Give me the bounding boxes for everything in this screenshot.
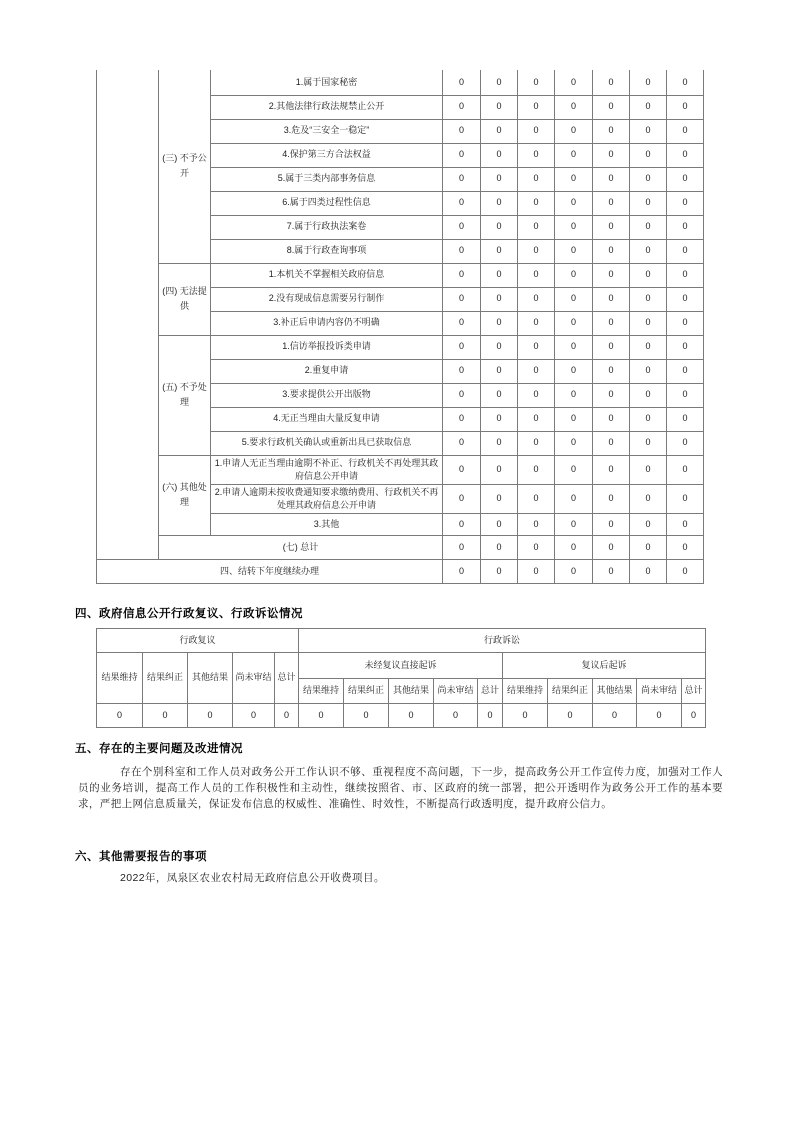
value-cell: 0 <box>518 431 555 455</box>
value-cell: 0 <box>389 704 434 728</box>
value-cell: 0 <box>667 287 704 311</box>
after-review-subheader-cell: 结果维持 <box>503 679 548 704</box>
value-cell: 0 <box>593 70 630 95</box>
value-cell: 0 <box>518 335 555 359</box>
carryover-row <box>97 559 704 583</box>
item-label-cell: 2.其他法律行政法规禁止公开 <box>211 95 443 119</box>
value-cell: 0 <box>555 431 593 455</box>
value-cell: 0 <box>518 263 555 287</box>
item-label-cell: 3.要求提供公开出版物 <box>211 383 443 407</box>
item-label-cell: 5.属于三类内部事务信息 <box>211 167 443 191</box>
value-cell: 0 <box>555 383 593 407</box>
value-cell: 0 <box>518 484 555 513</box>
value-cell: 0 <box>555 287 593 311</box>
value-cell: 0 <box>637 704 682 728</box>
value-cell: 0 <box>518 167 555 191</box>
direct-subheader-cell: 总计 <box>478 679 503 704</box>
item-label-cell: 3.其他 <box>211 513 443 535</box>
value-cell: 0 <box>667 70 704 95</box>
value-cell: 0 <box>275 704 299 728</box>
value-cell: 0 <box>555 455 593 484</box>
value-cell: 0 <box>443 70 481 95</box>
total-row <box>97 535 704 559</box>
parent-section-continued-cell <box>97 70 159 559</box>
value-cell: 0 <box>555 535 593 559</box>
value-cell: 0 <box>518 215 555 239</box>
value-cell: 0 <box>667 143 704 167</box>
value-cell: 0 <box>443 263 481 287</box>
value-cell: 0 <box>555 513 593 535</box>
application-handling-results-table <box>96 70 704 584</box>
value-cell: 0 <box>593 191 630 215</box>
value-cell: 0 <box>555 191 593 215</box>
value-cell: 0 <box>481 95 518 119</box>
item-label-cell: 6.属于四类过程性信息 <box>211 191 443 215</box>
value-cell: 0 <box>593 383 630 407</box>
value-cell: 0 <box>555 119 593 143</box>
value-cell: 0 <box>630 535 667 559</box>
value-cell: 0 <box>667 513 704 535</box>
value-cell: 0 <box>481 431 518 455</box>
value-cell: 0 <box>593 431 630 455</box>
value-cell: 0 <box>443 215 481 239</box>
value-cell: 0 <box>593 559 630 583</box>
value-cell: 0 <box>443 559 481 583</box>
value-cell: 0 <box>593 513 630 535</box>
value-cell: 0 <box>667 455 704 484</box>
value-cell: 0 <box>481 311 518 335</box>
value-cell: 0 <box>630 119 667 143</box>
value-cell: 0 <box>481 559 518 583</box>
value-cell: 0 <box>443 484 481 513</box>
value-cell: 0 <box>555 407 593 431</box>
direct-litigation-header-cell: 未经复议直接起诉 <box>299 653 503 679</box>
item-label-cell: 4.保护第三方合法权益 <box>211 143 443 167</box>
value-cell: 0 <box>667 95 704 119</box>
value-cell: 0 <box>667 535 704 559</box>
value-cell: 0 <box>593 359 630 383</box>
value-cell: 0 <box>481 239 518 263</box>
review-header-cell: 行政复议 <box>97 629 299 653</box>
value-cell: 0 <box>344 704 389 728</box>
application-handling-results-body <box>97 70 704 583</box>
value-cell: 0 <box>443 95 481 119</box>
review-subheader-cell: 总计 <box>275 653 299 704</box>
value-cell: 0 <box>593 215 630 239</box>
value-cell: 0 <box>630 167 667 191</box>
value-cell: 0 <box>667 167 704 191</box>
value-cell: 0 <box>443 311 481 335</box>
value-cell: 0 <box>667 484 704 513</box>
item-label-cell: 4.无正当理由大量反复申请 <box>211 407 443 431</box>
value-cell: 0 <box>443 143 481 167</box>
value-cell: 0 <box>593 311 630 335</box>
value-cell: 0 <box>555 143 593 167</box>
value-cell: 0 <box>503 704 548 728</box>
value-cell: 0 <box>518 143 555 167</box>
value-cell: 0 <box>481 263 518 287</box>
after-review-subheader-cell: 总计 <box>682 679 706 704</box>
value-cell: 0 <box>555 484 593 513</box>
item-label-cell: 7.属于行政执法案卷 <box>211 215 443 239</box>
table-row <box>97 455 704 484</box>
value-cell: 0 <box>555 359 593 383</box>
review-subheader-cell: 其他结果 <box>188 653 233 704</box>
table-row <box>97 70 704 95</box>
value-cell: 0 <box>593 167 630 191</box>
after-review-subheader-cell: 结果纠正 <box>548 679 593 704</box>
value-cell: 0 <box>682 704 706 728</box>
value-cell: 0 <box>630 431 667 455</box>
value-cell: 0 <box>443 455 481 484</box>
section-6-title: 六、其他需要报告的事项 <box>75 851 207 863</box>
item-label-cell: 2.申请人逾期未按收费通知要求缴纳费用、行政机关不再处理其政府信息公开申请 <box>211 484 443 513</box>
category-cell: (四) 无法提供 <box>159 263 211 335</box>
value-cell: 0 <box>555 70 593 95</box>
value-cell: 0 <box>188 704 233 728</box>
value-cell: 0 <box>548 704 593 728</box>
value-cell: 0 <box>518 119 555 143</box>
value-cell: 0 <box>630 559 667 583</box>
value-cell: 0 <box>555 311 593 335</box>
category-cell: (五) 不予处理 <box>159 335 211 455</box>
item-label-cell: 3.危及“三安全一稳定” <box>211 119 443 143</box>
value-cell: 0 <box>478 704 503 728</box>
value-cell: 0 <box>555 215 593 239</box>
value-cell: 0 <box>443 239 481 263</box>
value-cell: 0 <box>481 513 518 535</box>
value-cell: 0 <box>481 383 518 407</box>
value-cell: 0 <box>481 335 518 359</box>
value-cell: 0 <box>667 311 704 335</box>
value-cell: 0 <box>443 407 481 431</box>
value-cell: 0 <box>443 513 481 535</box>
value-cell: 0 <box>434 704 478 728</box>
table-row <box>97 335 704 359</box>
value-cell: 0 <box>630 513 667 535</box>
value-cell: 0 <box>481 359 518 383</box>
direct-subheader-cell: 结果维持 <box>299 679 344 704</box>
value-cell: 0 <box>481 215 518 239</box>
value-cell: 0 <box>667 431 704 455</box>
value-cell: 0 <box>593 335 630 359</box>
value-cell: 0 <box>518 287 555 311</box>
litigation-header-cell: 行政诉讼 <box>299 629 706 653</box>
item-label-cell: 5.要求行政机关确认或重新出具已获取信息 <box>211 431 443 455</box>
direct-subheader-cell: 结果纠正 <box>344 679 389 704</box>
value-cell: 0 <box>630 143 667 167</box>
value-cell: 0 <box>667 359 704 383</box>
value-cell: 0 <box>481 535 518 559</box>
value-cell: 0 <box>518 311 555 335</box>
table-row <box>97 263 704 287</box>
value-cell: 0 <box>518 559 555 583</box>
item-label-cell: 8.属于行政查询事项 <box>211 239 443 263</box>
value-cell: 0 <box>481 167 518 191</box>
value-cell: 0 <box>593 143 630 167</box>
carryover-label-cell: 四、结转下年度继续办理 <box>97 559 443 583</box>
value-cell: 0 <box>481 455 518 484</box>
value-cell: 0 <box>667 215 704 239</box>
review-litigation-table <box>96 628 706 728</box>
value-cell: 0 <box>299 704 344 728</box>
value-cell: 0 <box>667 407 704 431</box>
item-label-cell: 1.申请人无正当理由逾期不补正、行政机关不再处理其政府信息公开申请 <box>211 455 443 484</box>
section-5-title: 五、存在的主要问题及改进情况 <box>75 743 243 755</box>
value-cell: 0 <box>630 70 667 95</box>
value-cell: 0 <box>443 359 481 383</box>
direct-subheader-cell: 其他结果 <box>389 679 434 704</box>
value-cell: 0 <box>518 383 555 407</box>
value-cell: 0 <box>555 167 593 191</box>
value-cell: 0 <box>518 513 555 535</box>
value-cell: 0 <box>667 559 704 583</box>
value-cell: 0 <box>667 263 704 287</box>
item-label-cell: 1.属于国家秘密 <box>211 70 443 95</box>
direct-subheader-cell: 尚未审结 <box>434 679 478 704</box>
value-cell: 0 <box>667 191 704 215</box>
value-cell: 0 <box>630 191 667 215</box>
value-cell: 0 <box>443 287 481 311</box>
value-cell: 0 <box>443 167 481 191</box>
value-cell: 0 <box>630 287 667 311</box>
after-review-subheader-cell: 其他结果 <box>593 679 637 704</box>
value-cell: 0 <box>518 359 555 383</box>
value-cell: 0 <box>143 704 188 728</box>
value-cell: 0 <box>593 287 630 311</box>
table-row <box>97 629 706 653</box>
value-cell: 0 <box>481 119 518 143</box>
value-cell: 0 <box>481 70 518 95</box>
value-cell: 0 <box>630 335 667 359</box>
value-cell: 0 <box>443 383 481 407</box>
value-cell: 0 <box>443 191 481 215</box>
value-cell: 0 <box>555 95 593 119</box>
value-cell: 0 <box>593 455 630 484</box>
values-row <box>97 704 706 728</box>
value-cell: 0 <box>630 239 667 263</box>
value-cell: 0 <box>555 335 593 359</box>
value-cell: 0 <box>593 484 630 513</box>
value-cell: 0 <box>667 239 704 263</box>
total-label-cell: (七) 总计 <box>159 535 443 559</box>
section-4-title: 四、政府信息公开行政复议、行政诉讼情况 <box>75 608 303 620</box>
value-cell: 0 <box>667 119 704 143</box>
value-cell: 0 <box>518 191 555 215</box>
value-cell: 0 <box>630 311 667 335</box>
review-subheader-cell: 尚未审结 <box>233 653 275 704</box>
value-cell: 0 <box>630 455 667 484</box>
item-label-cell: 1.本机关不掌握相关政府信息 <box>211 263 443 287</box>
section-5-paragraph: 存在个别科室和工作人员对政务公开工作认识不够、重视程度不高问题，下一步，提高政务公开工作宣传力度，加强对工作人员的业务培训，提高工作人员的工作积极性和主动性，继续按照省、市、区政府的统一部署，把公开透明作为政务公开工作的基本要求，严把上网信息质量关，保证发布信息的权威性、准确性、时效性，不断提高行政透明度，提升政府公信力。 <box>78 766 723 810</box>
after-review-litigation-header-cell: 复议后起诉 <box>503 653 706 679</box>
value-cell: 0 <box>518 239 555 263</box>
item-label-cell: 2.重复申请 <box>211 359 443 383</box>
value-cell: 0 <box>518 455 555 484</box>
value-cell: 0 <box>518 407 555 431</box>
value-cell: 0 <box>555 263 593 287</box>
value-cell: 0 <box>481 407 518 431</box>
category-cell: (六) 其他处理 <box>159 455 211 535</box>
value-cell: 0 <box>518 95 555 119</box>
value-cell: 0 <box>667 383 704 407</box>
value-cell: 0 <box>593 263 630 287</box>
value-cell: 0 <box>518 535 555 559</box>
category-cell: (三) 不予公开 <box>159 70 211 263</box>
value-cell: 0 <box>481 191 518 215</box>
value-cell: 0 <box>481 484 518 513</box>
value-cell: 0 <box>97 704 143 728</box>
value-cell: 0 <box>481 287 518 311</box>
value-cell: 0 <box>233 704 275 728</box>
review-litigation-body <box>97 629 706 728</box>
value-cell: 0 <box>593 407 630 431</box>
value-cell: 0 <box>443 335 481 359</box>
value-cell: 0 <box>518 70 555 95</box>
value-cell: 0 <box>443 119 481 143</box>
item-label-cell: 3.补正后申请内容仍不明确 <box>211 311 443 335</box>
table-row <box>97 653 706 679</box>
value-cell: 0 <box>630 215 667 239</box>
value-cell: 0 <box>630 359 667 383</box>
value-cell: 0 <box>593 95 630 119</box>
review-subheader-cell: 结果纠正 <box>143 653 188 704</box>
value-cell: 0 <box>593 119 630 143</box>
item-label-cell: 2.没有现成信息需要另行制作 <box>211 287 443 311</box>
section-6-paragraph: 2022年，凤泉区农业农村局无政府信息公开收费项目。 <box>120 872 385 884</box>
value-cell: 0 <box>667 335 704 359</box>
value-cell: 0 <box>593 704 637 728</box>
value-cell: 0 <box>443 431 481 455</box>
value-cell: 0 <box>593 239 630 263</box>
review-subheader-cell: 结果维持 <box>97 653 143 704</box>
item-label-cell: 1.信访举报投诉类申请 <box>211 335 443 359</box>
value-cell: 0 <box>630 383 667 407</box>
value-cell: 0 <box>555 239 593 263</box>
value-cell: 0 <box>630 407 667 431</box>
value-cell: 0 <box>630 95 667 119</box>
value-cell: 0 <box>630 263 667 287</box>
value-cell: 0 <box>481 143 518 167</box>
value-cell: 0 <box>630 484 667 513</box>
value-cell: 0 <box>443 535 481 559</box>
after-review-subheader-cell: 尚未审结 <box>637 679 682 704</box>
value-cell: 0 <box>555 559 593 583</box>
value-cell: 0 <box>593 535 630 559</box>
